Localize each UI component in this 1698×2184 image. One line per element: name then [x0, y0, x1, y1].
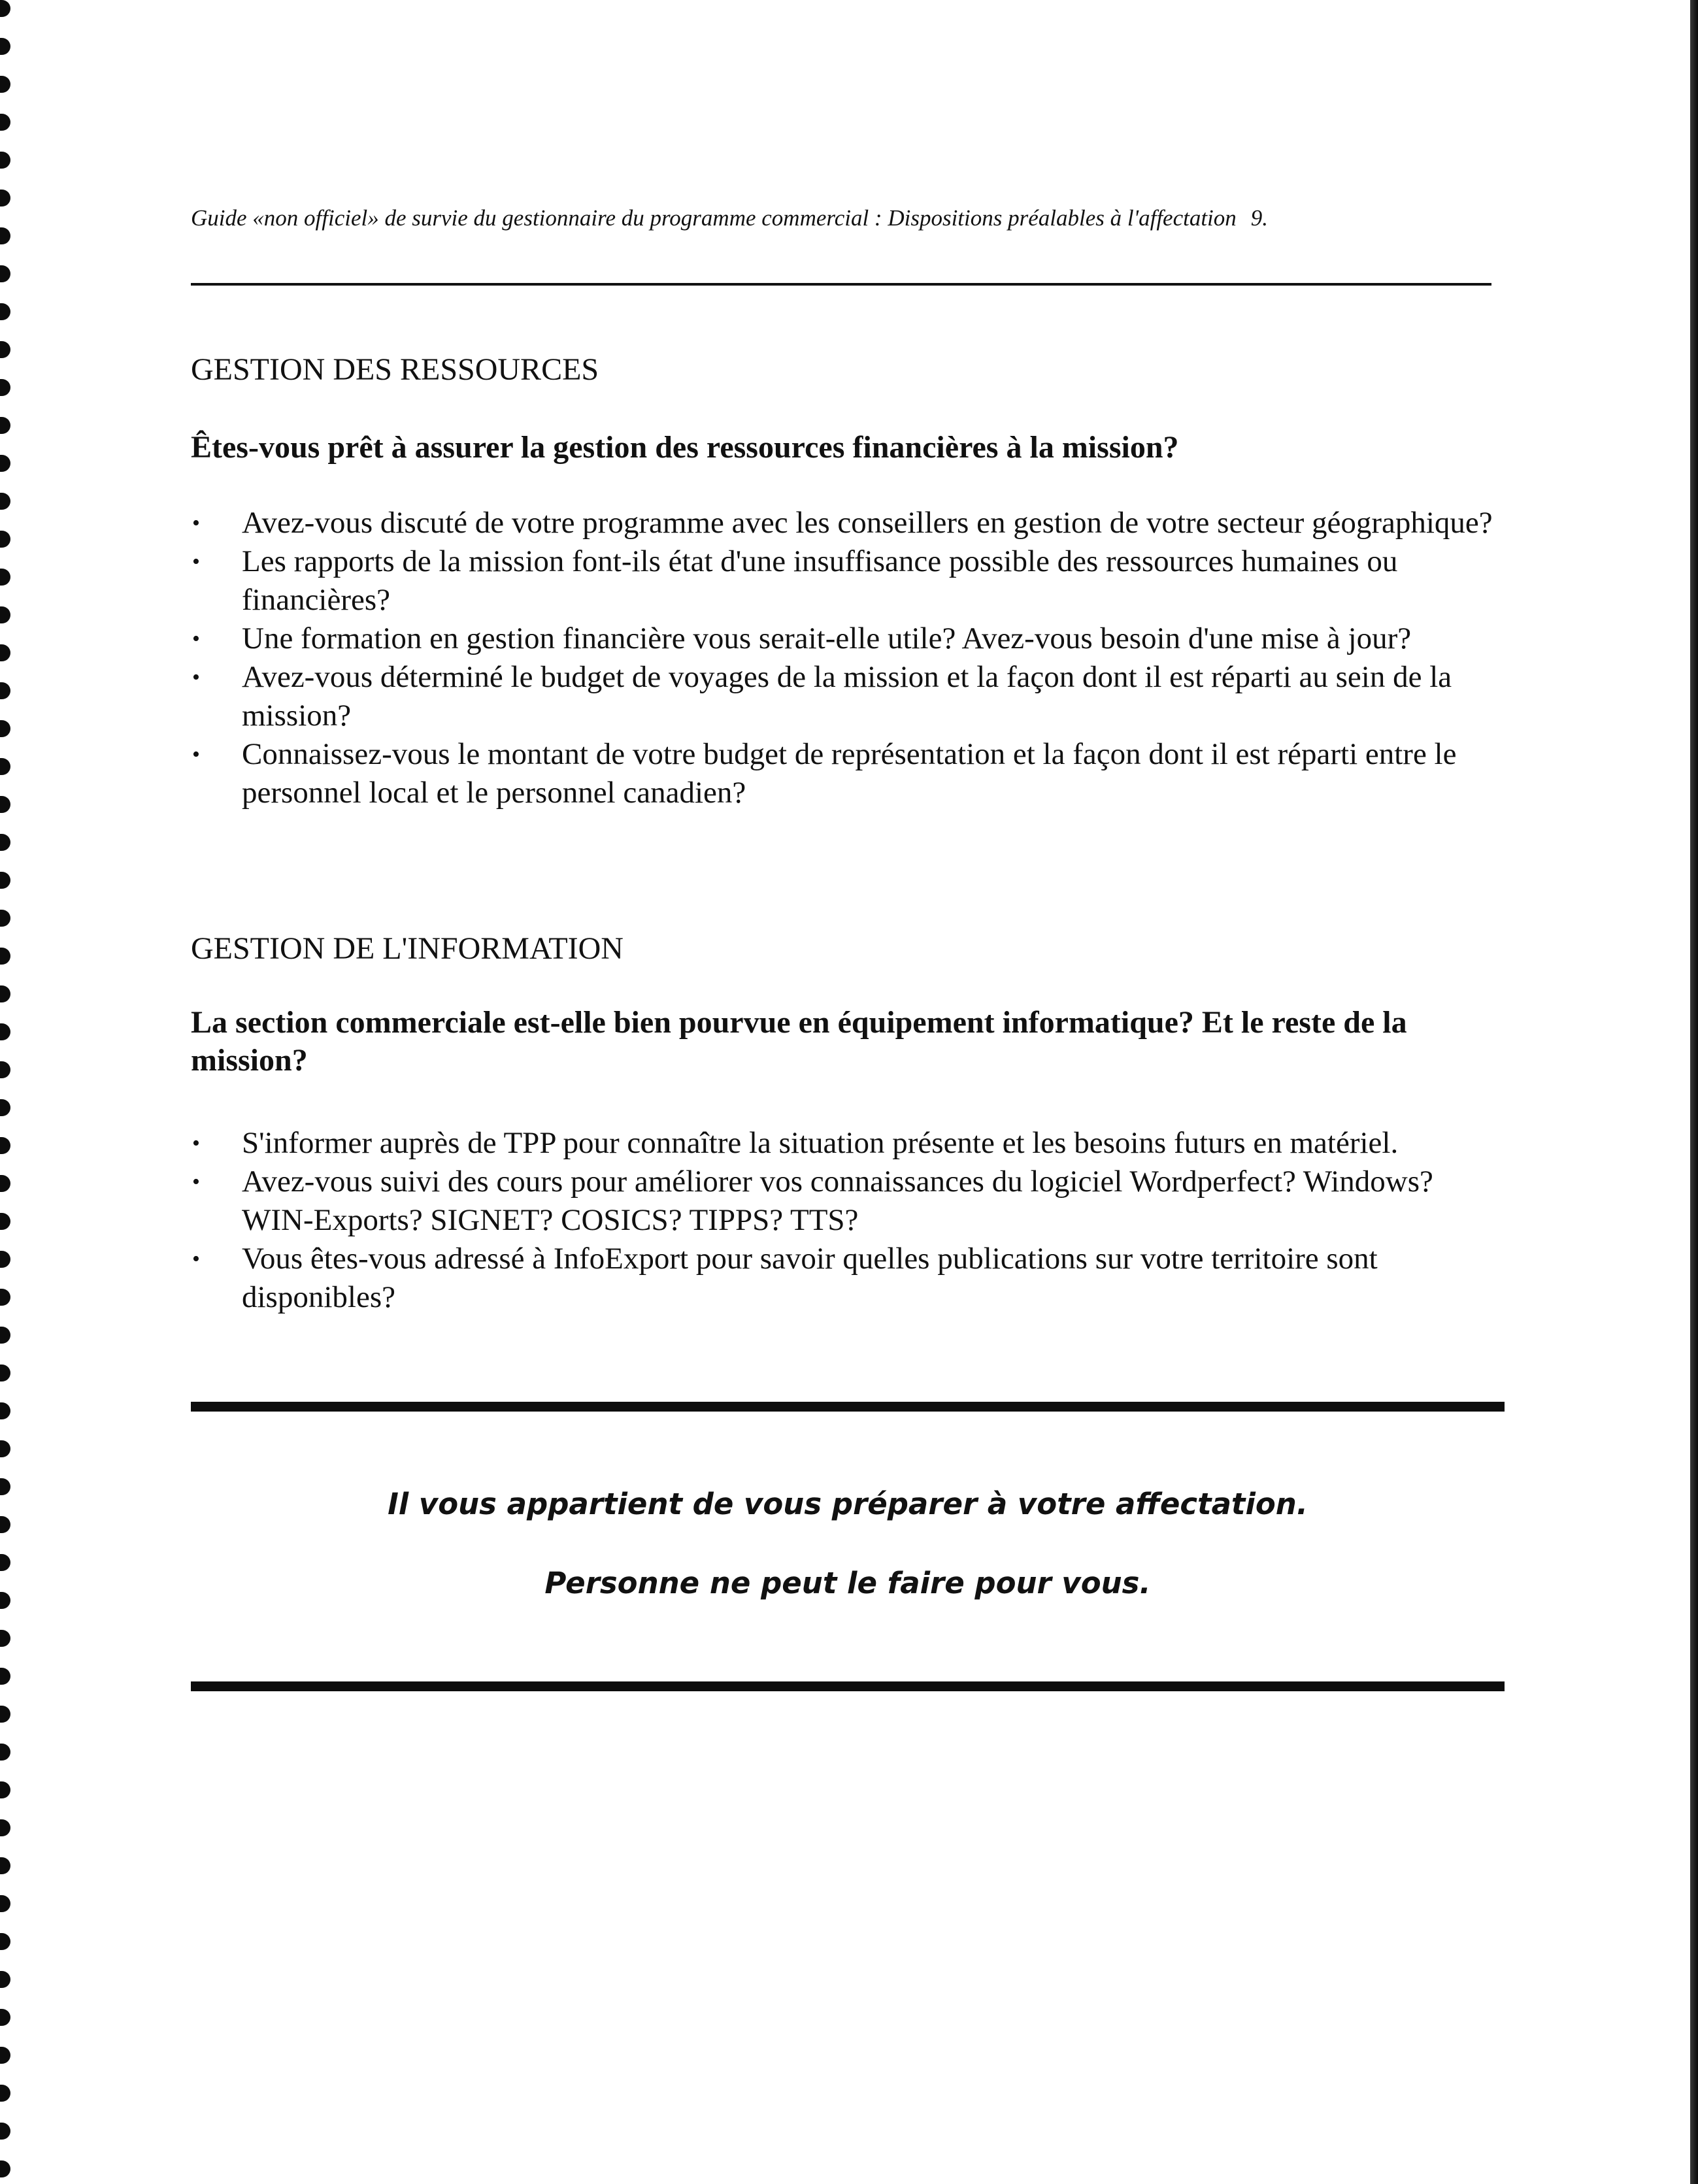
binding-hole: [0, 1440, 10, 1457]
binding-hole: [0, 1327, 10, 1344]
binding-hole: [0, 1819, 10, 1836]
binding-hole: [0, 2085, 10, 2102]
binding-hole: [0, 76, 10, 93]
binding-hole: [0, 152, 10, 169]
binding-hole: [0, 758, 10, 775]
binding-hole: [0, 2047, 10, 2064]
binding-hole: [0, 1213, 10, 1230]
binding-hole: [0, 227, 10, 244]
running-header: [191, 205, 1491, 231]
binding-hole: [0, 1706, 10, 1723]
header-rule: [191, 283, 1491, 286]
binding-hole: [0, 417, 10, 434]
list-item: • Avez-vous déterminé le budget de voyages de la mission et la façon dont il est réparti au sein de la mission?: [191, 658, 1511, 735]
binding-hole: [0, 114, 10, 131]
closing-line-1: Il vous appartient de vous préparer à votre affectation.: [388, 1487, 1308, 1521]
bullet-list-information: [191, 1124, 1511, 1317]
binding-hole: [0, 1175, 10, 1192]
binding-hole: [0, 493, 10, 510]
binding-hole: [0, 1516, 10, 1533]
binding-hole: [0, 2160, 10, 2177]
binding-hole: [0, 1099, 10, 1116]
closing-rule-top: [191, 1402, 1505, 1412]
binding-hole: [0, 1061, 10, 1078]
page-edge: [1690, 0, 1698, 2184]
binding-hole: [0, 606, 10, 623]
binding-hole: [0, 1744, 10, 1761]
list-item: • Avez-vous suivi des cours pour améliorer vos connaissances du logiciel Wordperfect? Windows? WIN-Exports? SIGNET? COSICS? TIPPS? TTS?: [191, 1163, 1511, 1240]
page-number: 9.: [1250, 205, 1269, 231]
list-item: • Avez-vous discuté de votre programme avec les conseillers en gestion de votre secteur géographique?: [191, 504, 1511, 542]
binding-hole: [0, 1781, 10, 1798]
binding-hole: [0, 1251, 10, 1268]
binding-hole: [0, 0, 10, 17]
binding-hole: [0, 341, 10, 358]
list-item: • Connaissez-vous le montant de votre budget de représentation et la façon dont il est réparti entre le personnel local et le personnel canadien?: [191, 735, 1511, 812]
binding-hole: [0, 1668, 10, 1685]
binding-hole: [0, 455, 10, 472]
binding-hole: [0, 948, 10, 965]
binding-hole: [0, 1895, 10, 1912]
binding-hole: [0, 2123, 10, 2140]
binding-hole: [0, 190, 10, 207]
binding-hole: [0, 1933, 10, 1950]
section-heading-information: GESTION DE L'INFORMATION: [191, 931, 624, 966]
binding-hole: [0, 1137, 10, 1154]
binding-hole: [0, 1478, 10, 1495]
list-item: • Les rapports de la mission font-ils état d'une insuffisance possible des ressources humaines ou financières?: [191, 542, 1511, 620]
running-title: Guide «non officiel» de survie du gestionnaire du programme commercial : Dispositions préalables à l'affectation: [191, 205, 1237, 231]
list-item: • Une formation en gestion financière vous serait-elle utile? Avez-vous besoin d'une mise à jour?: [191, 620, 1511, 658]
binding-hole: [0, 379, 10, 396]
list-item: • Vous êtes-vous adressé à InfoExport pour savoir quelles publications sur votre territoire sont disponibles?: [191, 1240, 1511, 1317]
binding-hole: [0, 834, 10, 851]
closing-rule-bottom: [191, 1681, 1505, 1691]
binding-hole: [0, 1554, 10, 1571]
question-information: La section commerciale est-elle bien pourvue en équipement informatique? Et le reste de la mission?: [191, 1005, 1407, 1078]
binding-hole: [0, 1857, 10, 1874]
binding-hole: [0, 2009, 10, 2026]
binding-hole: [0, 569, 10, 586]
binding-hole: [0, 720, 10, 737]
binding-hole: [0, 985, 10, 1002]
binding-hole: [0, 1365, 10, 1382]
bullet-list-resources: [191, 504, 1511, 812]
binding-hole: [0, 38, 10, 55]
list-item: • S'informer auprès de TPP pour connaître la situation présente et les besoins futurs en matériel.: [191, 1124, 1511, 1163]
binding-hole: [0, 1402, 10, 1419]
binding-hole: [0, 265, 10, 282]
section-heading-resources: GESTION DES RESSOURCES: [191, 352, 599, 387]
binding-hole: [0, 1289, 10, 1306]
binding-hole: [0, 1592, 10, 1609]
binding-hole: [0, 872, 10, 889]
binding-hole: [0, 682, 10, 699]
binding-hole: [0, 303, 10, 320]
spiral-binding: [0, 0, 13, 2184]
binding-hole: [0, 1630, 10, 1647]
binding-hole: [0, 1971, 10, 1988]
question-resources: Êtes-vous prêt à assurer la gestion des ressources financières à la mission?: [191, 430, 1179, 465]
binding-hole: [0, 644, 10, 661]
binding-hole: [0, 531, 10, 548]
binding-hole: [0, 910, 10, 927]
binding-hole: [0, 1023, 10, 1040]
closing-line-2: Personne ne peut le faire pour vous.: [544, 1566, 1151, 1600]
binding-hole: [0, 796, 10, 813]
